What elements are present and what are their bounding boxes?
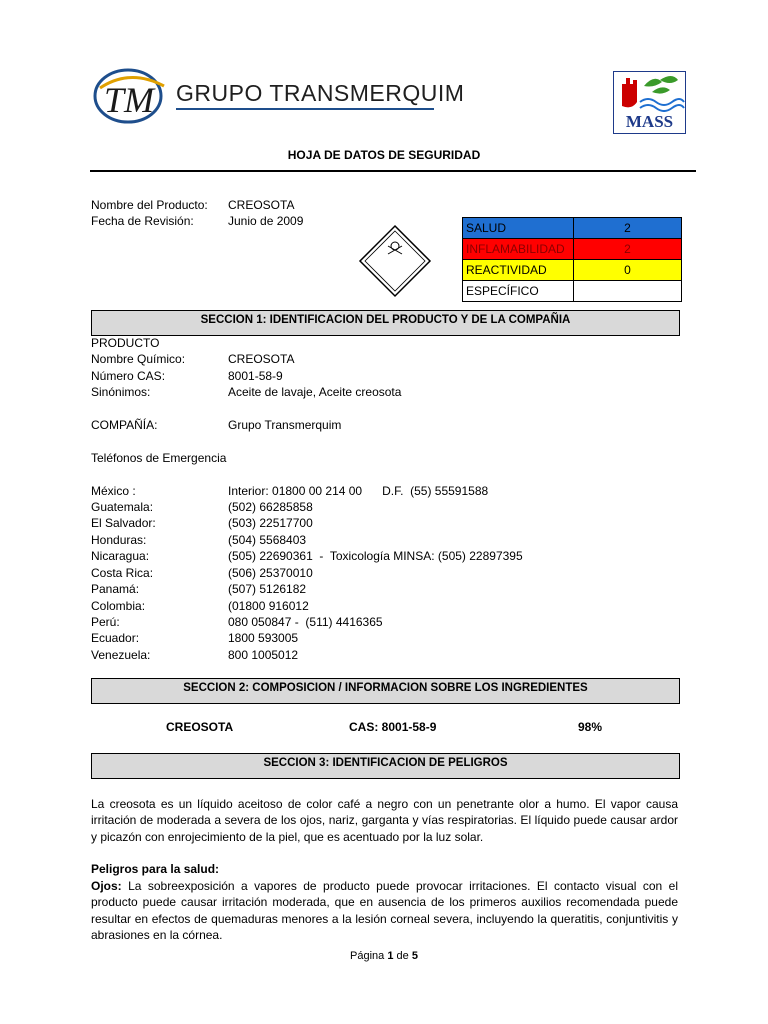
- phone-row: [91, 598, 523, 614]
- cas-number-value: 8001-58-9: [228, 368, 283, 383]
- phone-number: 080 050847 - (511) 4416365: [228, 614, 383, 629]
- page-footer: [0, 950, 768, 962]
- phone-country: Ecuador:: [91, 631, 140, 646]
- ingredient-percent: 98%: [578, 720, 603, 734]
- phone-country: Venezuela:: [91, 647, 151, 662]
- phone-number: 1800 593005: [228, 631, 299, 646]
- section-2-header: SECCION 2: COMPOSICION / INFORMACION SOBRE LOS INGREDIENTES: [91, 678, 680, 704]
- company-value: Grupo Transmerquim: [228, 418, 342, 433]
- mass-logo-icon: [614, 72, 685, 112]
- mass-logo: [613, 71, 686, 134]
- synonyms-label: Sinónimos:: [91, 385, 151, 400]
- phone-number: (502) 66285858: [228, 500, 313, 515]
- phone-country: Nicaragua:: [91, 549, 150, 564]
- phone-number: (506) 25370010: [228, 565, 313, 580]
- ingredient-cas: CAS: 8001-58-9: [349, 720, 437, 734]
- phone-row: [91, 614, 523, 630]
- phone-number: (505) 22690361 - Toxicología MINSA: (505) 22897395: [228, 549, 523, 564]
- phone-country: Honduras:: [91, 532, 147, 547]
- hazard-label: REACTIVIDAD: [463, 260, 574, 281]
- phone-country: México :: [91, 483, 136, 498]
- phone-row: [91, 630, 523, 646]
- section-1-body: [91, 335, 523, 663]
- emergency-phone-list: [91, 483, 523, 663]
- page-total: 5: [411, 950, 418, 962]
- hazard-row: [463, 218, 682, 239]
- phone-country: El Salvador:: [91, 516, 156, 531]
- hazard-label: ESPECÍFICO: [463, 281, 574, 302]
- transmerquim-logo: [90, 66, 465, 128]
- phone-country: Costa Rica:: [91, 565, 154, 580]
- chemical-name-value: CREOSOTA: [228, 352, 295, 367]
- hazard-value: [574, 281, 682, 302]
- phone-row: [91, 581, 523, 597]
- eyes-text: La sobreexposición a vapores de producto puede provocar irritaciones. El contacto visual con el producto puede causar irritación moderada, que en ausencia de los primeros auxilios recomendada puede resultar en efectos de quemaduras menores a la lesión corneal severa, incluyendo la queratitis, conjuntivitis y abrasiones en la córnea.: [91, 879, 678, 942]
- hazard-diamond-icon: [358, 224, 432, 298]
- hazard-intro-paragraph: La creosota es un líquido aceitoso de color café a negro con un penetrante olor a humo. El vapor causa irritación de moderada a severa de los ojos, nariz, garganta y vías respiratorias. El líquido puede causar ardor y picazón con enrojecimiento de la piel, que es acentuado por la luz solar.: [91, 797, 678, 844]
- phone-row: [91, 548, 523, 564]
- revision-date-value: Junio de 2009: [228, 214, 304, 229]
- phone-number: (507) 5126182: [228, 582, 307, 597]
- hazard-rating-table: [462, 217, 682, 302]
- hazard-row: [463, 239, 682, 260]
- logo-underline: [176, 108, 434, 110]
- phone-number: (01800 916012: [228, 598, 309, 613]
- eyes-label: Ojos:: [91, 879, 122, 893]
- product-name-value: CREOSOTA: [228, 198, 295, 212]
- mass-logo-text: MASS: [625, 112, 674, 131]
- company-logo-text: GRUPO TRANSMERQUIM: [176, 80, 465, 106]
- phone-number: Interior: 01800 00 214 00 D.F. (55) 55591588: [228, 483, 489, 498]
- of-word: de: [396, 950, 409, 962]
- company-label: COMPAÑÍA:: [91, 418, 158, 433]
- eyes-paragraph: [91, 878, 678, 943]
- svg-text:TM: TM: [104, 80, 155, 120]
- product-name-label: Nombre del Producto:: [91, 198, 208, 212]
- synonyms-value: Aceite de lavaje, Aceite creosota: [228, 385, 402, 400]
- revision-date-label: Fecha de Revisión:: [91, 214, 194, 229]
- page-word: Página: [350, 950, 385, 962]
- hazard-label: INFLAMABILIDAD: [463, 239, 574, 260]
- phone-number: (503) 22517700: [228, 516, 313, 531]
- phone-row: [91, 532, 523, 548]
- cas-number-label: Número CAS:: [91, 368, 166, 383]
- phone-country: Colombia:: [91, 598, 146, 613]
- hazard-value: 0: [574, 260, 682, 281]
- phone-country: Guatemala:: [91, 500, 154, 515]
- hazard-value: 2: [574, 218, 682, 239]
- phone-row: [91, 515, 523, 531]
- phone-row: [91, 647, 523, 663]
- hazard-label: SALUD: [463, 218, 574, 239]
- emergency-phones-heading: Teléfonos de Emergencia: [91, 450, 227, 465]
- section-3-header: SECCION 3: IDENTIFICACION DE PELIGROS: [91, 753, 680, 779]
- health-hazards-heading: Peligros para la salud:: [91, 862, 220, 876]
- phone-row: [91, 499, 523, 515]
- chemical-name-label: Nombre Químico:: [91, 352, 186, 367]
- product-info: [91, 197, 303, 230]
- page-number: 1: [387, 950, 394, 962]
- document-title: HOJA DE DATOS DE SEGURIDAD: [287, 148, 481, 162]
- phone-row: [91, 483, 523, 499]
- phone-number: (504) 5568403: [228, 532, 307, 547]
- hazard-row: [463, 260, 682, 281]
- phone-country: Panamá:: [91, 582, 140, 597]
- phone-number: 800 1005012: [228, 647, 299, 662]
- section-1-header: SECCION 1: IDENTIFICACION DEL PRODUCTO Y DE LA COMPAÑIA: [91, 310, 680, 336]
- ingredient-name: CREOSOTA: [166, 720, 234, 734]
- hazard-value: 2: [574, 239, 682, 260]
- product-heading: PRODUCTO: [91, 336, 160, 350]
- phone-country: Perú:: [91, 614, 120, 629]
- transmerquim-emblem-icon: [90, 66, 172, 128]
- phone-row: [91, 565, 523, 581]
- hazard-row: [463, 281, 682, 302]
- header-rule: [90, 170, 696, 172]
